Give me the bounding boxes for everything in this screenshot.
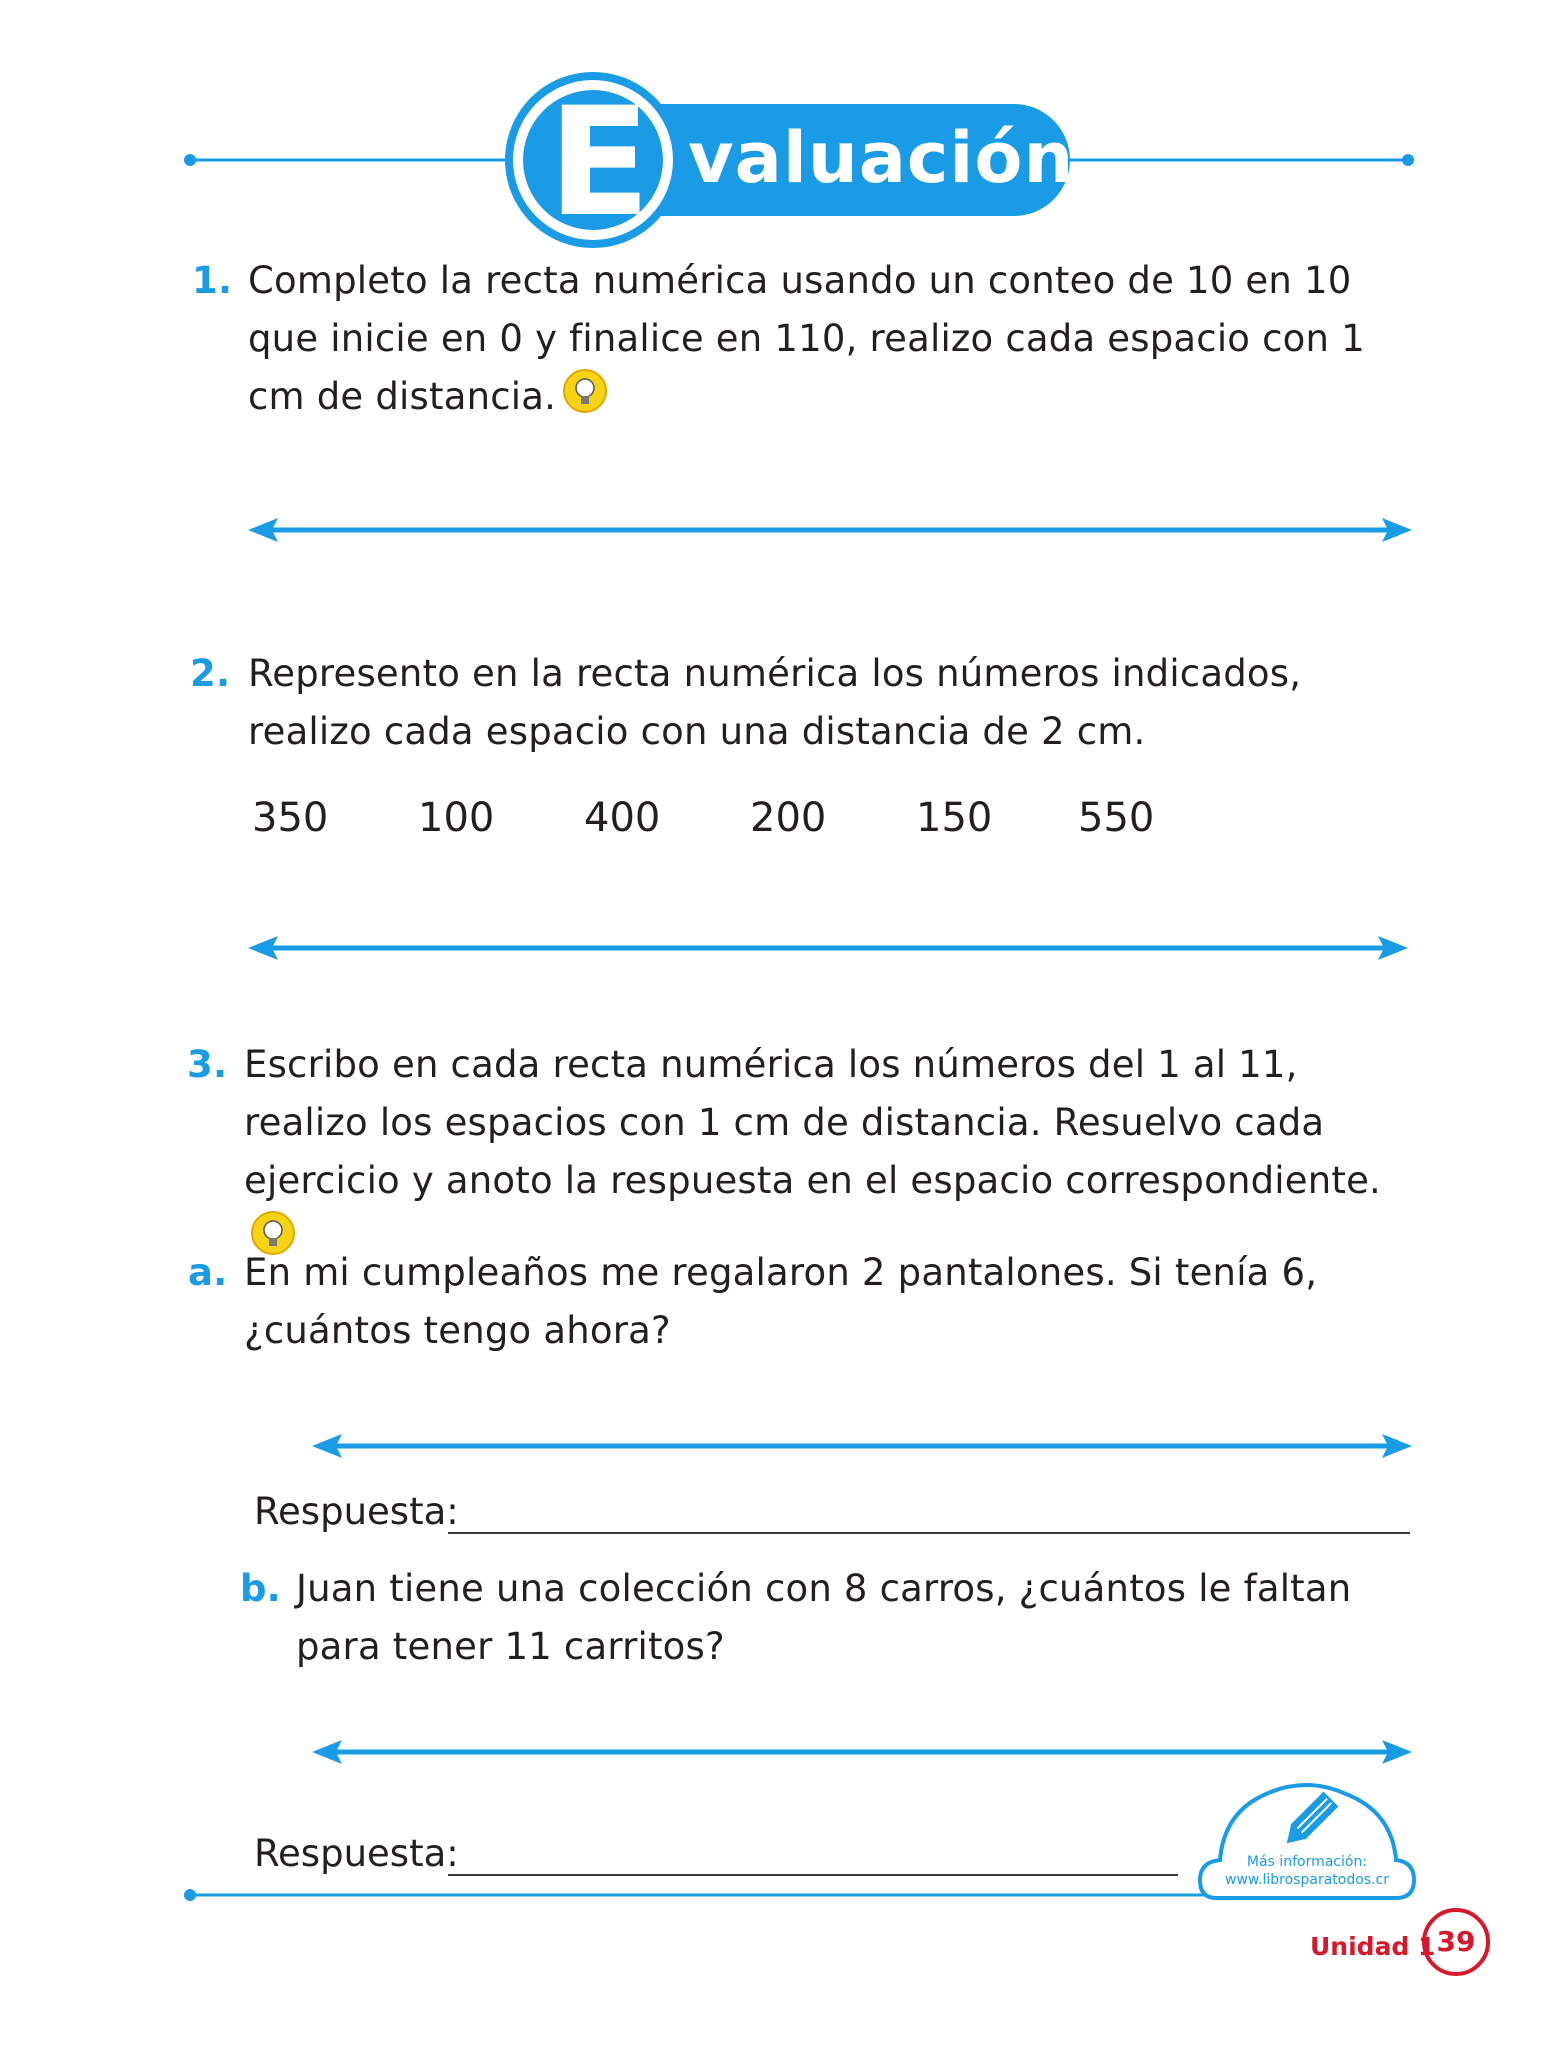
info-cloud-link[interactable]: www.librosparatodos.cr [1225, 1872, 1389, 1888]
item-b-text: Juan tiene una colección con 8 carros, ¿cuántos le faltan para tener 11 carritos? [296, 1567, 1352, 1668]
question-2-number: 2. [190, 652, 231, 695]
question-2-text: Represento en la recta numérica los números indicados, realizo cada espacio con una distancia de 2 cm. [248, 652, 1302, 753]
item-a-letter: a. [188, 1251, 228, 1294]
number-line-2[interactable] [0, 928, 1564, 968]
page-title: valuación [688, 117, 1075, 199]
question-1-text-content: Completo la recta numérica usando un conteo de 10 en 10 que inicie en 0 y finalice en 110, realizo cada espacio con 1 cm de distancia. [248, 259, 1365, 418]
answer-b-label: Respuesta: [254, 1832, 459, 1875]
unit-label: Unidad 1 [1310, 1932, 1436, 1961]
page-number-badge [1422, 1908, 1490, 1976]
question-3-text [244, 1036, 1424, 1268]
answer-a-input[interactable] [448, 1532, 1410, 1534]
question-3-text-content: Escribo en cada recta numérica los números del 1 al 11, realizo los espacios con 1 cm de distancia. Resuelvo cada ejercicio y anoto la respuesta en el espacio correspondiente. [244, 1043, 1382, 1202]
question-1-number: 1. [192, 259, 233, 302]
title-big-letter: E [548, 76, 651, 250]
number-item: 400 [584, 795, 661, 841]
page-number: 39 [1436, 1925, 1476, 1958]
lightbulb-icon [562, 368, 608, 414]
item-b-letter: b. [240, 1567, 281, 1610]
answer-a-label: Respuesta: [254, 1490, 459, 1533]
number-line-b[interactable] [0, 1732, 1564, 1772]
number-item: 200 [750, 795, 827, 841]
number-line-1[interactable] [0, 510, 1564, 550]
number-item: 100 [418, 795, 495, 841]
question-3-number: 3. [187, 1043, 228, 1086]
info-cloud-line1: Más información: [1246, 1854, 1368, 1870]
answer-b-input[interactable] [448, 1874, 1178, 1876]
item-a-text: En mi cumpleaños me regalaron 2 pantalones. Si tenía 6, ¿cuántos tengo ahora? [244, 1251, 1318, 1352]
number-line-a[interactable] [0, 1426, 1564, 1466]
number-item: 150 [916, 795, 993, 841]
question-1-text [248, 252, 1418, 426]
number-item: 350 [252, 795, 329, 841]
number-item: 550 [1078, 795, 1155, 841]
